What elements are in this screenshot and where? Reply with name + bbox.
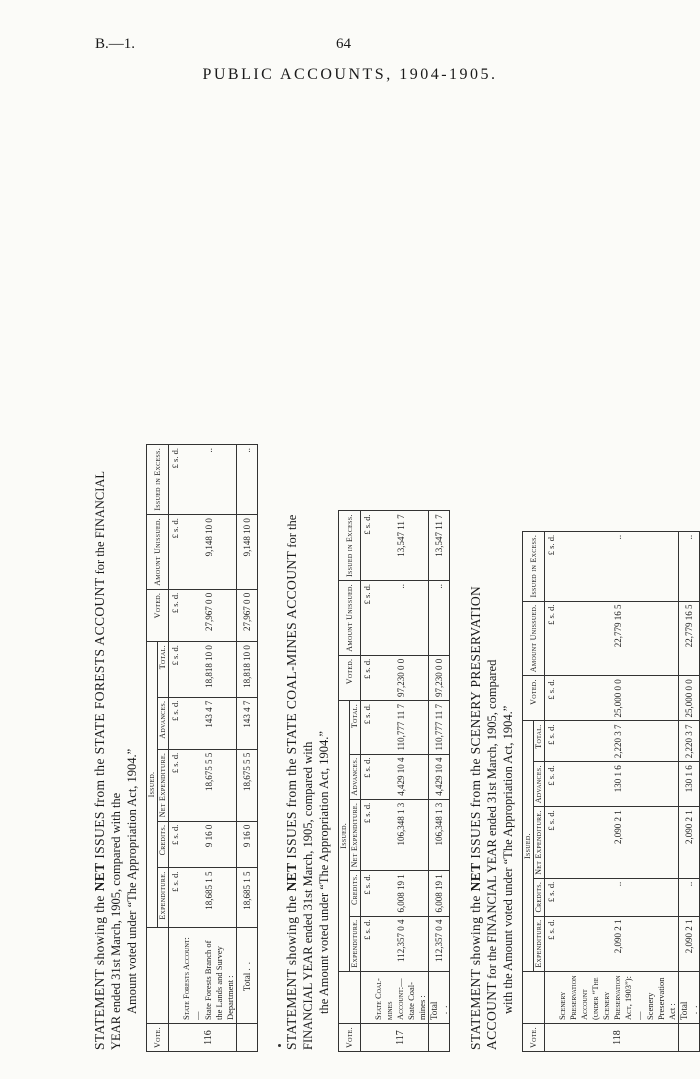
statement-section [92,444,258,1052]
cell-excess: 13,547 11 7 [373,511,429,581]
col-total: Total. [350,700,361,754]
total-net-expenditure: 18,675 5 5 [237,749,258,821]
col-advances: Advances. [350,754,361,799]
total-row [429,511,450,1052]
col-issued: Issued. [147,642,158,928]
col-voted: Voted. [339,655,361,700]
total-total: 110,777 11 7 [429,700,450,754]
cell-advances: 130 1 6 [557,762,679,807]
col-amount-unissued: Amount Unissued. [147,515,169,590]
statement-table: Vote. Issued. Voted. Amount Unissued. Issued in Excess. Expenditure. Credits. Net Expenditure. Advances. Total. £ s. d. £ s. d. £ s. d. £ s. d. £ s. d. £ s. d. £ s. d. £ s. d. 116 State Forests Account:— State Forests Branch of the Lands and Survey Department : 18,685 1 5 9 16 0 18,675 5 5 143 4 7 18,818 10 0 27,967 0 0 9,148 10 0 .. Total .. 18,685 1 5 9 16 0 18,675 5 5 143 4 7 18,818 10 0 27,967 0 0 9,148 10 0 .. [146,444,258,1052]
total-unissued: 22,779 16 5 [679,601,700,676]
col-expenditure: Expenditure. [534,916,545,971]
cell-credits: .. [557,878,679,916]
total-credits: 9 16 0 [237,821,258,868]
cell-voted: 27,967 0 0 [181,589,237,641]
statement-title: STATEMENT showing the NET ISSUES from the STATE COAL-MINES ACCOUNT for the FINANCIAL YEAR ended 31st March, 1905, compared with the Amount voted under “The Appropriation Act, 1904.” [284,514,331,1050]
col-vote: Vote. [523,1024,545,1052]
document-code: B.—1. [95,36,136,52]
statement-title: STATEMENT showing the NET ISSUES from the SCENERY PRESERVATION ACCOUNT for the FINANCIAL YEAR ended 31st March, 1905, compared with the Amount voted under “The Appropriation Act, 1904.” [468,585,515,1050]
col-credits: Credits. [158,821,169,868]
cell-advances: 143 4 7 [181,697,237,749]
page-number: 64 [336,36,351,52]
total-label: Total .. [679,971,700,1023]
col-expenditure: Expenditure. [350,916,361,971]
cell-unissued: 22,779 16 5 [557,601,679,676]
total-total: 2,220 3 7 [679,721,700,762]
statement-table: Vote. Issued. Voted. Amount Unissued. Issued in Excess. Expenditure. Credits. Net Expenditure. Advances. Total. £ s. d. £ s. d. £ s. d. £ s. d. £ s. d. £ s. d. £ s. d. £ s. d. 117 State Coal-mines Account:— State Coal-mines : 112,357 0 4 6,008 19 1 106,348 1 3 4,429 10 4 110,777 11 7 97,230 0 0 .. 13,547 11 7 Total .. 112,357 0 4 6,008 19 1 106,348 1 3 4,429 10 4 110,777 11 7 97,230 0 0 .. 13,547 11 7 [338,510,450,1052]
cell-expenditure: 2,090 2 1 [557,916,679,971]
col-expenditure: Expenditure. [158,868,169,927]
col-issued: Issued. [339,700,350,971]
col-voted: Voted. [147,589,169,641]
col-net-expenditure: Net Expenditure. [350,799,361,870]
total-voted: 97,230 0 0 [429,655,450,700]
page-title: PUBLIC ACCOUNTS, 1904-1905. [202,66,498,83]
total-net-expenditure: 106,348 1 3 [429,799,450,870]
vote-number: 116 [181,1024,237,1052]
cell-voted: 97,230 0 0 [373,655,429,700]
cell-expenditure: 18,685 1 5 [181,868,237,927]
total-label: Total .. [237,927,258,1023]
cell-total: 110,777 11 7 [373,700,429,754]
col-credits: Credits. [534,878,545,916]
total-label: Total .. [429,971,450,1023]
total-net-expenditure: 2,090 2 1 [679,807,700,878]
total-expenditure: 112,357 0 4 [429,916,450,971]
col-advances: Advances. [534,762,545,807]
col-description [523,971,545,1023]
cell-expenditure: 112,357 0 4 [373,916,429,971]
col-voted: Voted. [523,676,545,721]
vote-number: 117 [373,1024,429,1052]
col-issued: Issued. [523,721,534,971]
total-voted: 27,967 0 0 [237,589,258,641]
col-issued-in-excess: Issued in Excess. [523,531,545,601]
cell-credits: 6,008 19 1 [373,871,429,916]
total-total: 18,818 10 0 [237,642,258,698]
cell-advances: 4,429 10 4 [373,754,429,799]
row-description: State Forests Account:— State Forests Branch of the Lands and Survey Department : [181,927,237,1023]
cell-unissued: 9,148 10 0 [181,515,237,590]
col-issued-in-excess: Issued in Excess. [339,511,361,581]
statement-section [284,510,450,1052]
col-description [339,971,361,1023]
row-description: State Coal-mines Account:— State Coal-mines : [373,971,429,1023]
cell-excess: .. [557,531,679,601]
vote-number: 118 [557,1024,679,1052]
statement-title: STATEMENT showing the NET ISSUES from the STATE FORESTS ACCOUNT for the FINANCIAL YEAR ended 31st March, 1905, compared with the Amount voted under “The Appropriation Act, 1904.” [92,471,139,1050]
col-total: Total. [158,642,169,698]
statement-section [468,531,700,1052]
cell-net-expenditure: 106,348 1 3 [373,799,429,870]
total-advances: 143 4 7 [237,697,258,749]
cell-net-expenditure: 18,675 5 5 [181,749,237,821]
total-row [237,445,258,1052]
col-advances: Advances. [158,697,169,749]
col-net-expenditure: Net Expenditure. [534,807,545,878]
total-advances: 130 1 6 [679,762,700,807]
page-mark [278,1044,281,1047]
col-vote: Vote. [147,1024,169,1052]
total-row [679,531,700,1051]
row-description: Scenery Preservation Account (under “The Scenery Preservation Act, 1903”):— Scenery Preservation Act : [557,971,679,1023]
cell-net-expenditure: 2,090 2 1 [557,807,679,878]
total-unissued: .. [429,581,450,656]
col-amount-unissued: Amount Unissued. [523,601,545,676]
cell-voted: 25,000 0 0 [557,676,679,721]
col-description [147,927,169,1023]
table-row [181,445,237,1052]
col-vote: Vote. [339,1024,361,1052]
cell-total: 18,818 10 0 [181,642,237,698]
total-advances: 4,429 10 4 [429,754,450,799]
table-row [373,511,429,1052]
col-total: Total. [534,721,545,762]
total-excess: .. [237,445,258,515]
total-expenditure: 2,090 2 1 [679,916,700,971]
cell-unissued: .. [373,581,429,656]
col-issued-in-excess: Issued in Excess. [147,445,169,515]
total-voted: 25,000 0 0 [679,676,700,721]
col-credits: Credits. [350,871,361,916]
total-expenditure: 18,685 1 5 [237,868,258,927]
table-row [557,531,679,1051]
total-unissued: 9,148 10 0 [237,515,258,590]
col-net-expenditure: Net Expenditure. [158,749,169,821]
total-credits: 6,008 19 1 [429,871,450,916]
cell-excess: .. [181,445,237,515]
total-excess: .. [679,531,700,601]
statement-table: Vote. Issued. Voted. Amount Unissued. Issued in Excess. Expenditure. Credits. Net Expenditure. Advances. Total. £ s. d. £ s. d. £ s. d. £ s. d. £ s. d. £ s. d. £ s. d. £ s. d. 118 Scenery Preservation Account (under “The Scenery Preservation Act, 1903”):— Scenery Preservation Act : 2,090 2 1 .. 2,090 2 1 130 1 6 2,220 3 7 25,000 0 0 22,779 16 5 .. Total .. 2,090 2 1 .. 2,090 2 1 130 1 6 2,220 3 7 25,000 0 0 22,779 16 5 .. [522,531,700,1052]
total-excess: 13,547 11 7 [429,511,450,581]
cell-credits: 9 16 0 [181,821,237,868]
total-credits: .. [679,878,700,916]
col-amount-unissued: Amount Unissued. [339,581,361,656]
cell-total: 2,220 3 7 [557,721,679,762]
